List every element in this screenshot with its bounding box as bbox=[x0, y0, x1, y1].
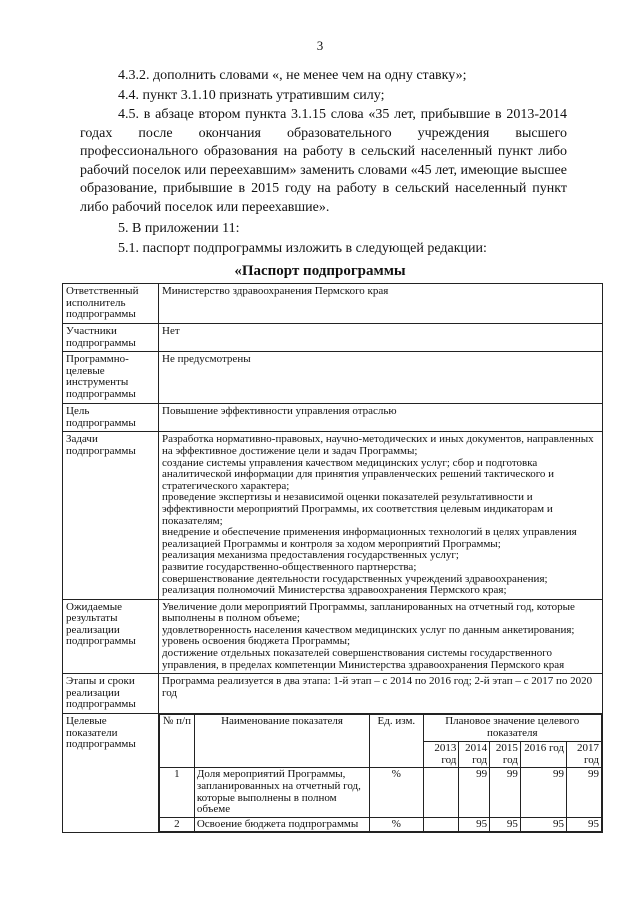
cell-value bbox=[423, 817, 459, 832]
header-name: Наименование показателя bbox=[194, 715, 369, 768]
row-line: развитие государственно-общественного партнерства; bbox=[162, 560, 417, 573]
header-plan: Плановое значение целевого показателя bbox=[423, 715, 601, 742]
cell-unit: % bbox=[370, 768, 423, 817]
cell-value: 99 bbox=[520, 768, 566, 817]
paragraph: 4.4. пункт 3.1.10 признать утратившим силу; bbox=[118, 88, 385, 103]
row-content bbox=[159, 352, 603, 404]
row-content bbox=[159, 714, 603, 833]
row-label: Задачи подпрограммы bbox=[63, 432, 159, 599]
header-year: 2016 год bbox=[520, 742, 566, 768]
row-line: достижение отдельных показателей совершенствования системы государственного управления, в пределах компетенции Министерства здравоохранения Пермского края bbox=[162, 647, 565, 671]
row-label: Целевые показатели подпрограммы bbox=[63, 714, 159, 833]
row-label: Ответственный исполнитель подпрограммы bbox=[63, 284, 159, 324]
header-year: 2014 год bbox=[459, 742, 490, 768]
cell-value: 99 bbox=[567, 768, 602, 817]
table-row bbox=[63, 324, 603, 352]
row-line: реализация полномочий Министерства здравоохранения Пермского края; bbox=[162, 584, 507, 597]
row-line: проведение экспертизы и независимой оценки показателей результативности и эффективности мероприятий Программы, их соответствия целевым индикаторам и показателям; bbox=[162, 491, 553, 527]
row-line: Повышение эффективности управления отраслью bbox=[162, 405, 397, 418]
table-row bbox=[63, 352, 603, 404]
row-line: создание системы управления качеством медицинских услуг; сбор и подготовка аналитической информации для принятия управленческих решений тактического и стратегического характера; bbox=[162, 456, 555, 492]
row-line: Программа реализуется в два этапа: 1-й этап – с 2014 по 2016 год; 2-й этап – с 2017 по 2020 год bbox=[162, 675, 593, 699]
cell-unit: % bbox=[370, 817, 423, 832]
row-label: Ожидаемые результаты реализации подпрограммы bbox=[63, 599, 159, 674]
row-content bbox=[159, 324, 603, 352]
cell-value: 99 bbox=[490, 768, 521, 817]
paragraph: 4.3.2. дополнить словами «, не менее чем на одну ставку»; bbox=[118, 68, 467, 83]
table-row bbox=[63, 432, 603, 599]
row-content bbox=[159, 674, 603, 714]
passport-title: «Паспорт подпрограммы bbox=[234, 263, 406, 279]
cell-value: 99 bbox=[459, 768, 490, 817]
cell-value: 95 bbox=[459, 817, 490, 832]
row-line: совершенствование деятельности государственных учреждений здравоохранения; bbox=[162, 572, 548, 585]
row-content bbox=[159, 404, 603, 432]
cell-num: 1 bbox=[160, 768, 195, 817]
table-row bbox=[63, 404, 603, 432]
cell-value: 95 bbox=[567, 817, 602, 832]
passport-table bbox=[62, 283, 603, 833]
row-line: реализация механизма предоставления государственных услуг; bbox=[162, 549, 459, 562]
row-content bbox=[159, 284, 603, 324]
row-line: удовлетворенность населения качеством медицинских услуг по данным анкетирования; bbox=[162, 623, 575, 636]
row-line: уровень освоения бюджета Программы; bbox=[162, 635, 351, 648]
row-line: Министерство здравоохранения Пермского края bbox=[162, 285, 389, 297]
table-row bbox=[63, 599, 603, 674]
table-header-row bbox=[160, 715, 602, 742]
row-line: Не предусмотрены bbox=[162, 353, 251, 366]
targets-table bbox=[159, 714, 602, 832]
header-year: 2015 год bbox=[490, 742, 521, 768]
table-row bbox=[63, 674, 603, 714]
row-line: Нет bbox=[162, 325, 180, 337]
header-year: 2013 год bbox=[423, 742, 459, 768]
header-num: № п/п bbox=[160, 715, 195, 768]
table-row bbox=[63, 284, 603, 324]
cell-name: Доля мероприятий Программы, запланированных на отчетный год, которые выполнены в полном объеме bbox=[194, 768, 369, 817]
paragraph: 4.5. в абзаце втором пункта 3.1.15 слова «35 лет, прибывшие в 2013-2014 годах после окончания образовательного учреждения высшего профессионального образования на работу в сельский населенный пункт либо рабочий поселок или переехавшим» заменить словами «45 лет, имеющие высшее образование, прибывшие в 2015 году на работу в сельский населенный пункт либо рабочий поселок или переехавшие». bbox=[80, 107, 567, 215]
row-content bbox=[159, 599, 603, 674]
header-year: 2017 год bbox=[567, 742, 602, 768]
paragraph: 5. В приложении 11: bbox=[118, 221, 240, 236]
row-label: Этапы и сроки реализации подпрограммы bbox=[63, 674, 159, 714]
row-label: Участники подпрограммы bbox=[63, 324, 159, 352]
cell-value bbox=[423, 768, 459, 817]
cell-value: 95 bbox=[520, 817, 566, 832]
cell-value: 95 bbox=[490, 817, 521, 832]
table-row bbox=[160, 768, 602, 817]
header-unit: Ед. изм. bbox=[370, 715, 423, 768]
row-line: Увеличение доли мероприятий Программы, запланированных на отчетный год, которые выполнены в полном объеме; bbox=[162, 600, 575, 625]
cell-name: Освоение бюджета подпрограммы bbox=[194, 817, 369, 832]
row-line: Разработка нормативно-правовых, научно-методических и иных документов, направленных на эффективное достижение цели и задач Программы; bbox=[162, 433, 594, 457]
table-row bbox=[63, 714, 603, 833]
cell-num: 2 bbox=[160, 817, 195, 832]
row-line: внедрение и обеспечение применения информационных технологий в целях управления реализацией Программы и контроля за ходом мероприятий Программы; bbox=[162, 526, 577, 550]
row-content bbox=[159, 432, 603, 599]
row-label: Программно-целевые инструменты подпрограммы bbox=[63, 352, 159, 404]
row-label: Цель подпрограммы bbox=[63, 404, 159, 432]
table-row bbox=[160, 817, 602, 832]
page-number: 3 bbox=[316, 38, 324, 53]
paragraph: 5.1. паспорт подпрограммы изложить в следующей редакции: bbox=[118, 241, 487, 256]
